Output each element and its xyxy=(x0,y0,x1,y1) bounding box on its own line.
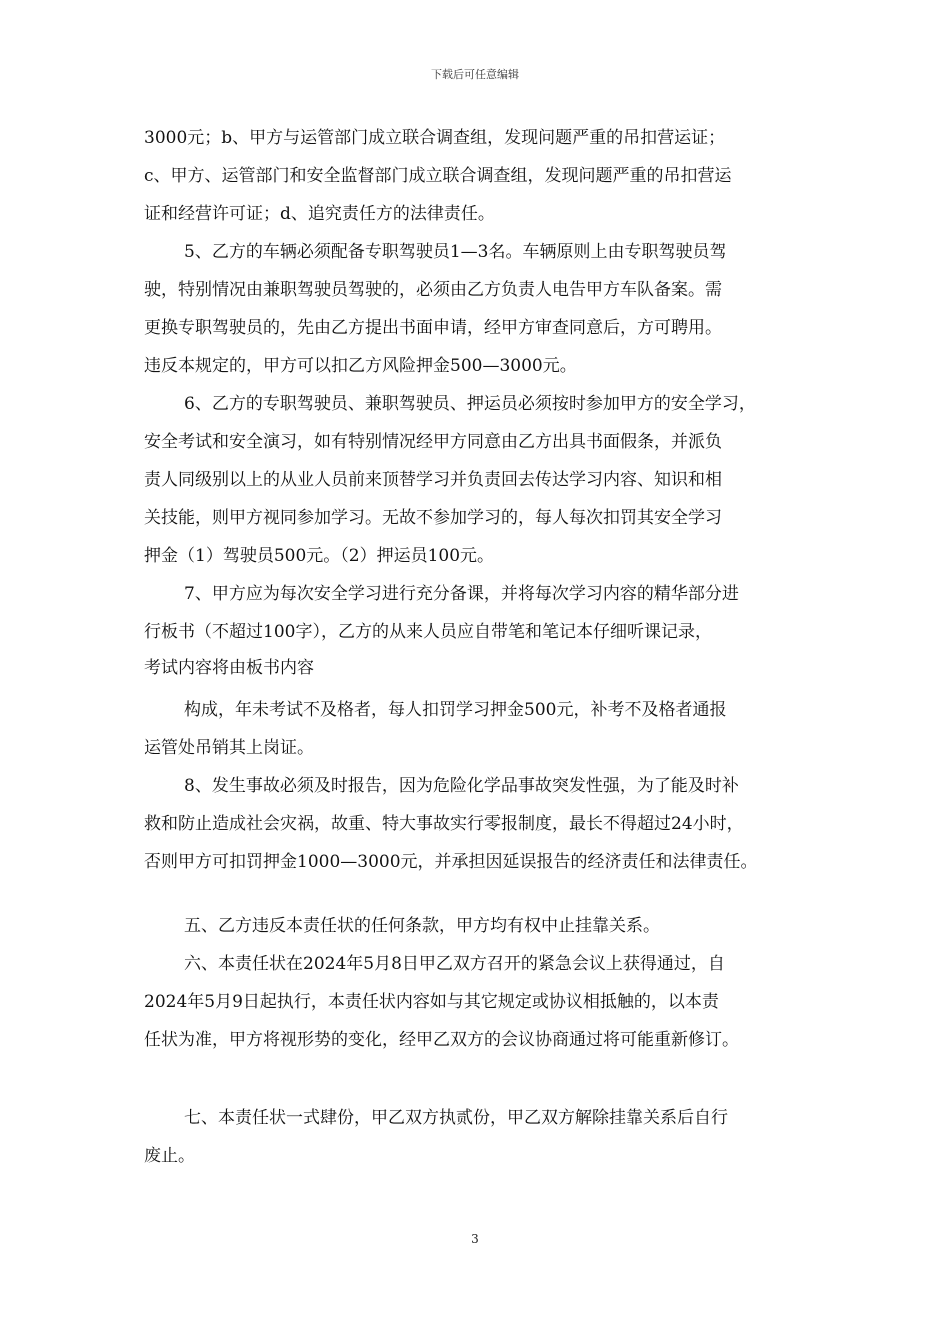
text-line: 任状为准，甲方将视形势的变化，经甲乙双方的会议协商通过将可能重新修订。 xyxy=(144,1030,739,1050)
text-line: 七、本责任状一式肆份，甲乙双方执贰份，甲乙双方解除挂靠关系后自行 xyxy=(184,1108,728,1128)
text-line: 考试内容将由板书内容 xyxy=(144,658,314,678)
text-line: 关技能，则甲方视同参加学习。无故不参加学习的，每人每次扣罚其安全学习 xyxy=(144,508,722,528)
text-line: 7、甲方应为每次安全学习进行充分备课，并将每次学习内容的精华部分进 xyxy=(184,584,739,604)
text-line: 违反本规定的，甲方可以扣乙方风险押金500—3000元。 xyxy=(144,356,577,376)
text-line: 安全考试和安全演习，如有特别情况经甲方同意由乙方出具书面假条，并派负 xyxy=(144,432,722,452)
text-line: c、甲方、运管部门和安全监督部门成立联合调查组，发现问题严重的吊扣营运 xyxy=(144,166,732,186)
text-line: 废止。 xyxy=(144,1146,195,1166)
text-line: 2024年5月9日起执行，本责任状内容如与其它规定或协议相抵触的，以本责 xyxy=(144,992,719,1012)
text-line: 运管处吊销其上岗证。 xyxy=(144,738,314,758)
text-line: 8、发生事故必须及时报告，因为危险化学品事故突发性强，为了能及时补 xyxy=(184,776,739,796)
text-line: 构成，年未考试不及格者，每人扣罚学习押金500元，补考不及格者通报 xyxy=(184,700,727,720)
text-line: 更换专职驾驶员的，先由乙方提出书面申请，经甲方审查同意后，方可聘用。 xyxy=(144,318,722,338)
text-line: 六、本责任状在2024年5月8日甲乙双方召开的紧急会议上获得通过，自 xyxy=(184,954,725,974)
page-number: 3 xyxy=(471,1232,479,1246)
text-line: 6、乙方的专职驾驶员、兼职驾驶员、押运员必须按时参加甲方的安全学习， xyxy=(184,394,756,414)
text-line: 行板书（不超过100字），乙方的从来人员应自带笔和笔记本仔细听课记录， xyxy=(144,622,712,642)
text-line: 证和经营许可证；d、追究责任方的法律责任。 xyxy=(144,204,495,224)
text-line: 五、乙方违反本责任状的任何条款，甲方均有权中止挂靠关系。 xyxy=(184,916,660,936)
text-line: 押金（1）驾驶员500元。（2）押运员100元。 xyxy=(144,546,495,566)
text-line: 驶，特别情况由兼职驾驶员驾驶的，必须由乙方负责人电告甲方车队备案。需 xyxy=(144,280,722,300)
text-line: 责人同级别以上的从业人员前来顶替学习并负责回去传达学习内容、知识和相 xyxy=(144,470,722,490)
page-header: 下载后可任意编辑 xyxy=(431,68,519,81)
text-line: 救和防止造成社会灾祸，故重、特大事故实行零报制度，最长不得超过24小时， xyxy=(144,814,744,834)
text-line: 5、乙方的车辆必须配备专职驾驶员1—3名。车辆原则上由专职驾驶员驾 xyxy=(184,242,727,262)
text-line: 否则甲方可扣罚押金1000—3000元，并承担因延误报告的经济责任和法律责任。 xyxy=(144,852,758,872)
text-line: 3000元；b、甲方与运管部门成立联合调查组，发现问题严重的吊扣营运证； xyxy=(144,128,726,148)
